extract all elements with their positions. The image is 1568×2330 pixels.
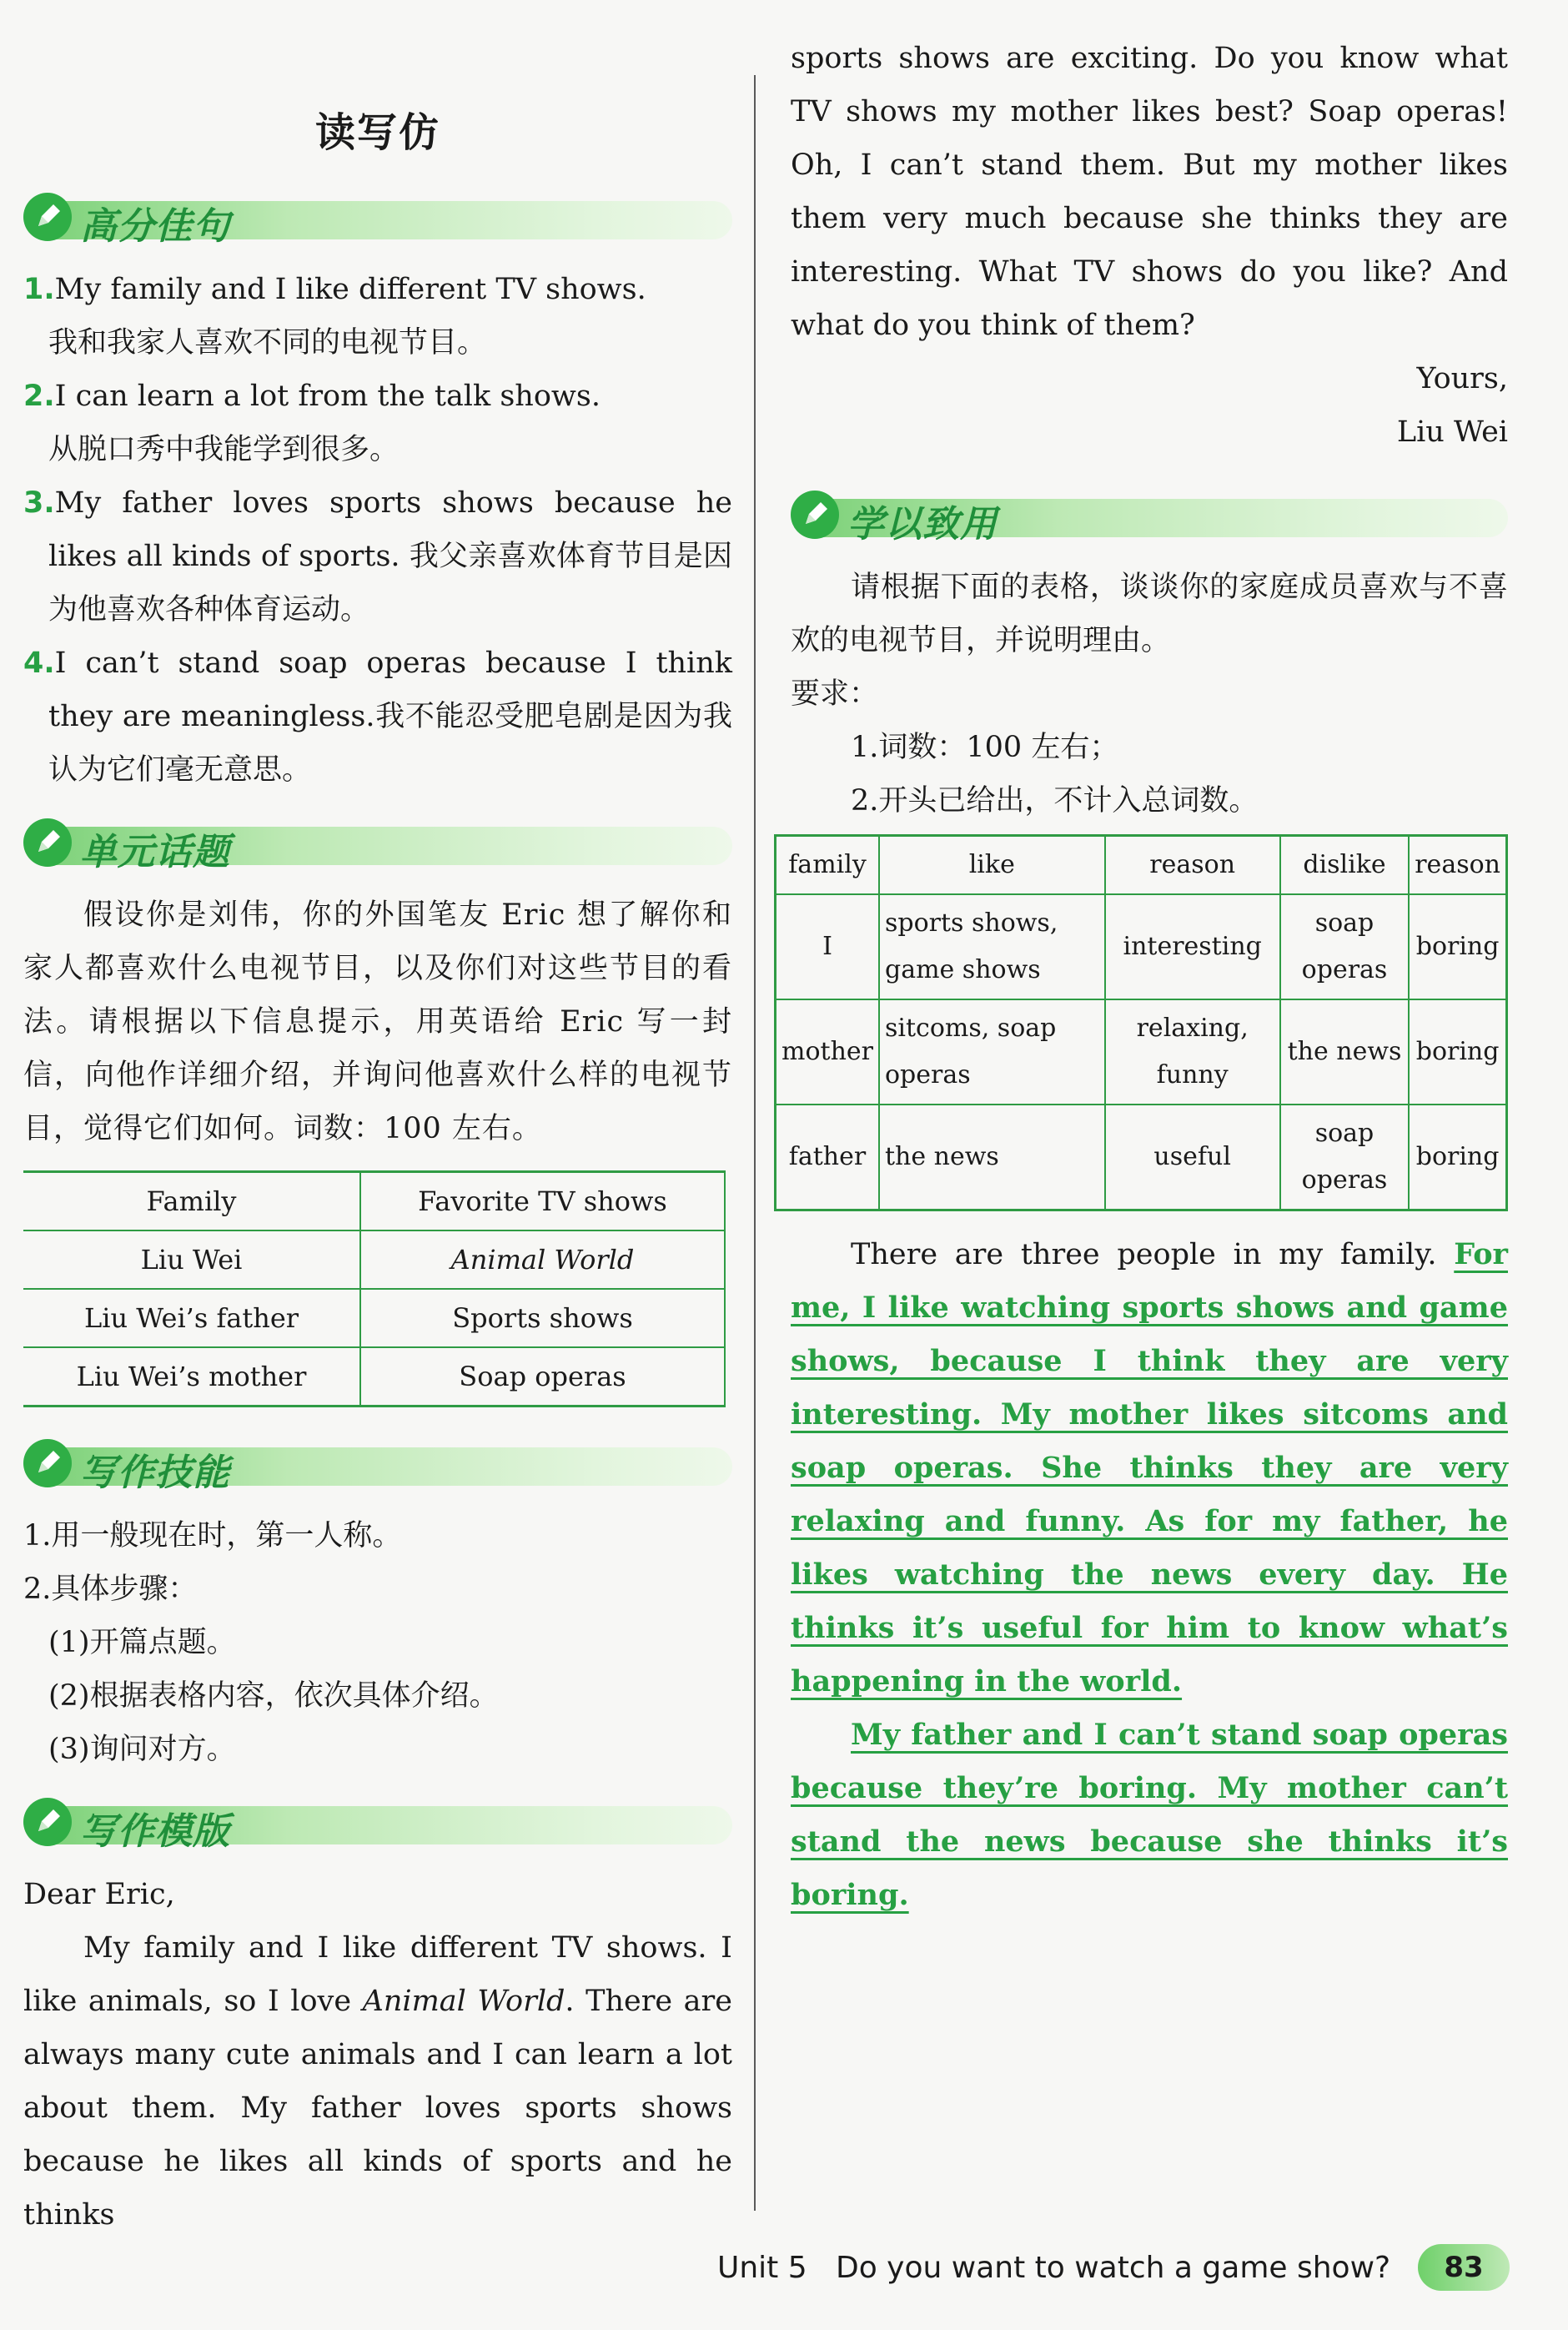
section-title: 高分佳句: [80, 205, 230, 248]
sentence-item: [23, 637, 732, 797]
table-row: [23, 1289, 725, 1347]
letter-body-left: [23, 1921, 732, 2242]
skills-list: [23, 1509, 732, 1776]
page-footer: [717, 2244, 1510, 2294]
table-cell: interesting: [1105, 894, 1280, 999]
sentence-en: I can’t stand soap operas because I think they are meaningless.: [48, 647, 732, 733]
skill-point: 2.具体步骤：: [23, 1573, 198, 1606]
skill-step: (3)询问对方。: [48, 1733, 236, 1766]
table-cell: I: [776, 894, 879, 999]
letter-closing: Yours,: [1416, 362, 1508, 395]
pencil-icon: [23, 1439, 72, 1487]
table-cell: boring: [1409, 894, 1506, 999]
section-header-skills: [23, 1437, 732, 1494]
requirements-title: 要求：: [791, 677, 879, 711]
letter-text: . There are always many cute animals and I can learn a lot about them. My father loves sports shows because he likes all kinds of sports and he thinks: [23, 1985, 732, 2232]
answer-given-start: There are three people in my family.: [851, 1238, 1437, 1271]
sentence-number: 1.: [23, 273, 55, 306]
table-cell: Animal World: [360, 1230, 725, 1289]
table-cell: Soap operas: [360, 1347, 725, 1407]
sentence-en: My father loves sports shows because he likes all kinds of sports.: [48, 486, 732, 573]
pencil-icon: [23, 193, 72, 241]
table-header-row: [23, 1172, 725, 1231]
column-divider: [754, 75, 756, 2211]
table-row: [23, 1347, 725, 1407]
letter-greeting: Dear Eric,: [23, 1878, 175, 1911]
table-cell: sitcoms, soap operas: [879, 999, 1105, 1105]
sentence-cn: 我不能忍受肥皂剧是因为我认为它们毫无意思。: [48, 700, 732, 787]
table-row: [776, 1105, 1507, 1210]
table-cell: the news: [1280, 999, 1409, 1105]
left-column: [23, 67, 732, 2242]
letter-italic-title: Animal World: [362, 1985, 565, 2018]
page-number-badge: 83: [1418, 2244, 1510, 2291]
pencil-icon: [791, 491, 839, 539]
table-cell: Sports shows: [360, 1289, 725, 1347]
sentence-item: [23, 476, 732, 637]
preference-table: [774, 834, 1508, 1211]
table-cell: sports shows, game shows: [879, 894, 1105, 999]
table-header-cell: dislike: [1280, 836, 1409, 895]
table-cell: father: [776, 1105, 879, 1210]
table-row: [776, 999, 1507, 1105]
table-cell: boring: [1409, 999, 1506, 1105]
table-header-cell: like: [879, 836, 1105, 895]
sentence-item: [23, 263, 732, 316]
skill-point: 1.用一般现在时，第一人称。: [23, 1519, 402, 1552]
sentence-item: [23, 370, 732, 423]
sentence-cn: 我和我家人喜欢不同的电视节目。: [48, 326, 487, 360]
answer-paragraph-2: My father and I can’t stand soap operas because they’re boring. My mother can’t stand the news because she thinks it’s boring.: [791, 1718, 1508, 1912]
sentence-cn: 我父亲喜欢体育节目是因为他喜欢各种体育运动。: [48, 540, 732, 627]
table-cell: soap operas: [1280, 894, 1409, 999]
unit-label: Unit 5: [717, 2251, 807, 2285]
requirement-item: 2.开头已给出，不计入总词数。: [851, 784, 1259, 818]
table-cell: soap operas: [1280, 1105, 1409, 1210]
answer-paragraph-1: [791, 1228, 1508, 1708]
right-column: [781, 42, 1508, 1922]
letter-body-right: sports shows are exciting. Do you know what TV shows my mother likes best? Soap operas! Oh, I can’t stand them. But my mother likes them very much because she thinks they are interesting. What TV shows do you like? And what do you think of them?: [791, 42, 1508, 342]
section-header-topic: [23, 817, 732, 873]
sentence-number: 2.: [23, 380, 55, 413]
section-title: 写作模版: [80, 1810, 230, 1853]
section-title: 学以致用: [847, 503, 998, 546]
section-title: 写作技能: [80, 1452, 230, 1494]
table-cell: Liu Wei’s mother: [23, 1347, 360, 1407]
pencil-icon: [23, 818, 72, 867]
table-cell: Liu Wei: [23, 1230, 360, 1289]
table-cell: relaxing, funny: [1105, 999, 1280, 1105]
table-header-row: [776, 836, 1507, 895]
table-header-cell: reason: [1409, 836, 1506, 895]
sentence-number: 3.: [23, 486, 55, 520]
section-header-template: [23, 1796, 732, 1853]
sentence-en: My family and I like different TV shows.: [54, 273, 646, 306]
skill-step: (1)开篇点题。: [48, 1626, 236, 1659]
letter-text: My family and I like different TV shows. I like animals, so I love: [23, 1931, 732, 2018]
section-title: 单元话题: [80, 831, 230, 873]
section-header-practice: [791, 489, 1508, 546]
unit-title: Do you want to watch a game show?: [835, 2251, 1391, 2285]
sentence-list: [23, 263, 732, 797]
answer-filled-text: For me, I like watching sports shows and game shows, because I think they are very interesting. My mother likes sitcoms and soap operas. She thinks they are very relaxing and funny. As for my father, he likes watching the news every day. He thinks it’s useful for him to know what’s happening in the world.: [791, 1237, 1508, 1698]
sentence-cn: 从脱口秀中我能学到很多。: [48, 433, 400, 466]
table-header-cell: reason: [1105, 836, 1280, 895]
footer-unit-title: [717, 2251, 1390, 2285]
requirement-item: 1.词数：100 左右；: [851, 731, 1119, 764]
info-table: [23, 1170, 726, 1407]
table-header-cell: Family: [23, 1172, 360, 1231]
table-header-cell: family: [776, 836, 879, 895]
page-title: 读写仿: [314, 109, 440, 156]
letter-signature: Liu Wei: [1396, 415, 1508, 449]
sentence-number: 4.: [23, 647, 55, 680]
topic-text: 假设你是刘伟，你的外国笔友 Eric 想了解你和家人都喜欢什么电视节目，以及你们对这些节目的看法。请根据以下信息提示，用英语给 Eric 写一封信，向他作详细介绍，并询问他喜欢什么样的电视节目，觉得它们如何。词数：100 左右。: [23, 898, 732, 1145]
table-cell: Liu Wei’s father: [23, 1289, 360, 1347]
table-cell: boring: [1409, 1105, 1506, 1210]
pencil-icon: [23, 1798, 72, 1846]
table-cell: mother: [776, 999, 879, 1105]
sentence-en: I can learn a lot from the talk shows.: [54, 380, 601, 413]
skill-step: (2)根据表格内容，依次具体介绍。: [48, 1679, 499, 1713]
practice-instruction: 请根据下面的表格，谈谈你的家庭成员喜欢与不喜欢的电视节目，并说明理由。: [791, 571, 1508, 657]
table-row: [23, 1230, 725, 1289]
table-header-cell: Favorite TV shows: [360, 1172, 725, 1231]
table-cell: the news: [879, 1105, 1105, 1210]
table-cell: useful: [1105, 1105, 1280, 1210]
section-header-sentences: [23, 191, 732, 248]
table-row: [776, 894, 1507, 999]
